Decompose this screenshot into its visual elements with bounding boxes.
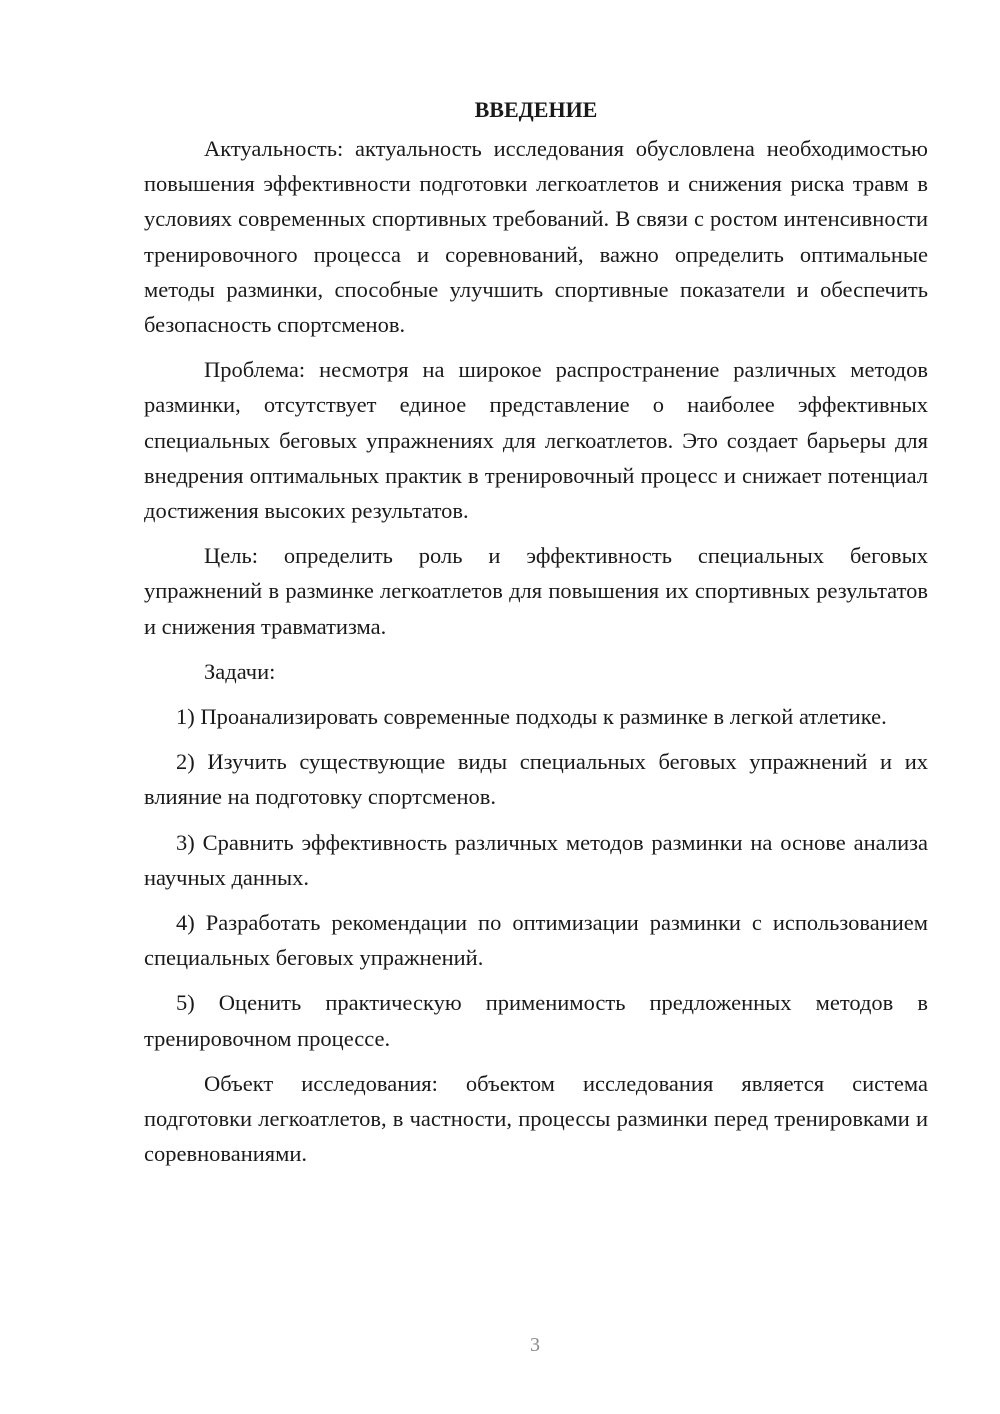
task-item-4: 4) Разработать рекомендации по оптимизации разминки с использованием специальных беговых упражнений. <box>144 910 928 971</box>
page-content <box>144 92 928 1171</box>
paragraph-object: Объект исследования: объектом исследования является система подготовки легкоатлетов, в частности, процессы разминки перед тренировками и соревнованиями. <box>144 1070 928 1167</box>
paragraph-problem: Проблема: несмотря на широкое распространение различных методов разминки, отсутствует единое представление о наиболее эффективных специальных беговых упражнениях для легкоатлетов. Это создает барьеры для внедрения оптимальных практик в тренировочный процесс и снижает потенциал достижения высоких результатов. <box>144 357 928 524</box>
tasks-label: Задачи: <box>204 658 276 684</box>
paragraph-relevance: Актуальность: актуальность исследования обусловлена необходимостью повышения эффективности подготовки легкоатлетов и снижения риска травм в условиях современных спортивных требований. В связи с ростом интенсивности тренировочного процесса и соревнований, важно определить оптимальные методы разминки, способные улучшить спортивные показатели и обеспечить безопасность спортсменов. <box>144 136 928 338</box>
task-item-5: 5) Оценить практическую применимость предложенных методов в тренировочном процессе. <box>144 990 928 1051</box>
task-item-1: 1) Проанализировать современные подходы к разминке в легкой атлетике. <box>176 704 887 730</box>
task-item-2: 2) Изучить существующие виды специальных беговых упражнений и их влияние на подготовку спортсменов. <box>144 749 928 810</box>
section-heading: ВВЕДЕНИЕ <box>474 97 598 122</box>
task-item-3: 3) Сравнить эффективность различных методов разминки на основе анализа научных данных. <box>144 829 928 890</box>
page-number: 3 <box>530 1334 540 1356</box>
paragraph-goal: Цель: определить роль и эффективность специальных беговых упражнений в разминке легкоатлетов для повышения их спортивных результатов и снижения травматизма. <box>144 543 928 639</box>
